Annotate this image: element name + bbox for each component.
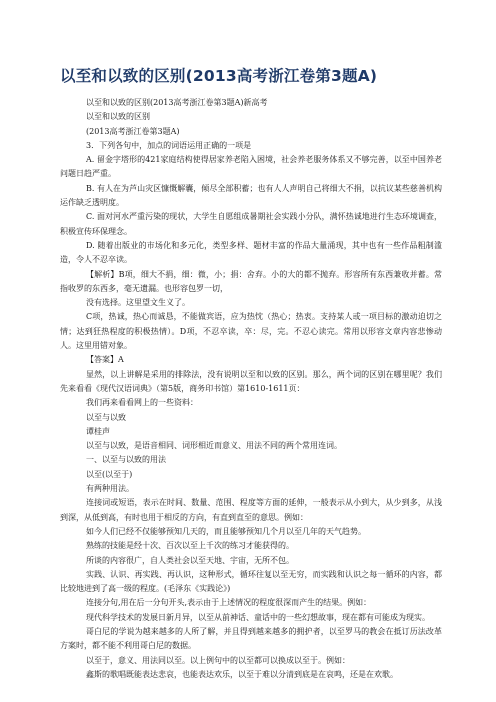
body-paragraph: 谭桂声 bbox=[86, 426, 110, 436]
body-paragraph: 3．下列各句中，加点的词语运用正确的一项是 bbox=[86, 140, 252, 150]
body-paragraph: 以至(以至于) bbox=[86, 469, 133, 479]
body-paragraph: 【答案】A bbox=[86, 355, 124, 365]
body-paragraph: 以至和以致的区别 bbox=[86, 112, 150, 122]
body-paragraph: 连接分句,用在后一分句开头,表示由于上述情况的程度很深而产生的结果。例如： bbox=[86, 598, 372, 608]
document-body bbox=[60, 96, 442, 682]
body-paragraph: 熟练的技能是经十次、百次以至上千次的练习才能获得的。 bbox=[86, 541, 294, 551]
body-paragraph: 以至和以致的区别(2013高考浙江卷第3题A)新高考 bbox=[86, 98, 268, 107]
body-paragraph: 一、以至与以致的用法 bbox=[86, 455, 166, 465]
body-paragraph: 我们再来看看网上的一些资料： bbox=[86, 398, 198, 408]
body-paragraph: C项，热诚，热心而诚恳，不能做宾语，应为热忱（热心；热衷。支持某人或一项目标的激动迫切之情；达到狂热程度的积极热情）。D项，不忍卒读，卒：尽，完。不忍心读完。常用以形容文章内容悲惨动人。这里用错对象。 bbox=[60, 312, 442, 351]
body-paragraph: 所谈的内容很广，自人类社会以至天地、宇宙，无所不包。 bbox=[86, 555, 294, 565]
body-paragraph: 以至与以致，是语音相同、词形相近而意义、用法不同的两个常用连词。 bbox=[86, 441, 342, 451]
body-paragraph: 鑫斯的歌唱既能表达悲哀，也能表达欢乐，以至于难以分清到底是在哀鸣，还是在欢歌。 bbox=[86, 669, 398, 679]
body-paragraph: 【解析】B项，细大不捐，细：微，小；捐：舍弃。小的大的都不抛弃。形容所有东西兼收并蓄。常指收罗的东西多，毫无遗漏。也形容包罗一切， bbox=[60, 269, 442, 293]
body-paragraph: 哥白尼的学说为越来越多的人所了解，并且得到越来越多的拥护者，以至罗马的教会在抵订历法改革方案时，都不能不利用哥白尼的数据。 bbox=[60, 626, 442, 651]
body-paragraph: A. 留金字塔形的421家庭结构使得居家养老陷入困境，社会养老服务体系又不够完善，以至中国养老问题日趋严重。 bbox=[60, 155, 442, 179]
body-paragraph: 没有选择。这里望文生义了。 bbox=[86, 298, 190, 308]
body-paragraph: 显然，以上讲解是采用的排除法，没有说明以至和以致的区别。那么，两个词的区别在哪里呢？我们先来看看《现代汉语词典》（第5版，商务印书馆）第1610-1611页： bbox=[60, 369, 442, 393]
body-paragraph: 有两种用法。 bbox=[86, 484, 134, 494]
body-paragraph: (2013高考浙江卷第3题A) bbox=[86, 126, 180, 136]
body-paragraph: B. 有人在为芦山灾区慷慨解囊，倾尽全部积蓄；也有人人声明自己将细大不捐，以抗议某些慈善机构运作缺乏透明度。 bbox=[60, 183, 442, 208]
body-paragraph: 连接词或短语，表示在时间、数量、范围、程度等方面的延伸，一般表示从小到大，从少到多，从浅到深，从低到高，有时也用于相反的方向，有直到直至的意思。例如： bbox=[60, 498, 442, 522]
body-paragraph: 以至与以致 bbox=[86, 412, 126, 422]
body-paragraph: 如今人们已经不仅能够预知几天的，而且能够预知几个月以至几年的天气趋势。 bbox=[86, 526, 366, 536]
body-paragraph: 实践、认识、再实践、再认识，这种形式，循环往复以至无穷，而实践和认识之每一循环的内容，都比较地进到了高一级的程度。(毛泽东《实践论》) bbox=[60, 569, 442, 594]
document-title: 以至和以致的区别(2013高考浙江卷第3题A) bbox=[60, 67, 378, 85]
body-paragraph: D. 随着出版业的市场化和多元化，类型多样、题材丰富的作品大量涌现，其中也有一些作品粗制滥造，令人不忍卒读。 bbox=[60, 240, 442, 265]
body-paragraph: 以至于，意义、用法同以至。以上例句中的以至都可以换成以至于。例如： bbox=[86, 655, 350, 665]
body-paragraph: C. 面对河水严重污染的现状，大学生自愿组成暑期社会实践小分队，满怀热诚地进行生态环境调查，积极宣传环保理念。 bbox=[60, 212, 442, 236]
body-paragraph: 现代科学技术的发展日新月异，以至从前神话、童话中的一些幻想故事，现在都有可能成为现实。 bbox=[86, 612, 430, 622]
